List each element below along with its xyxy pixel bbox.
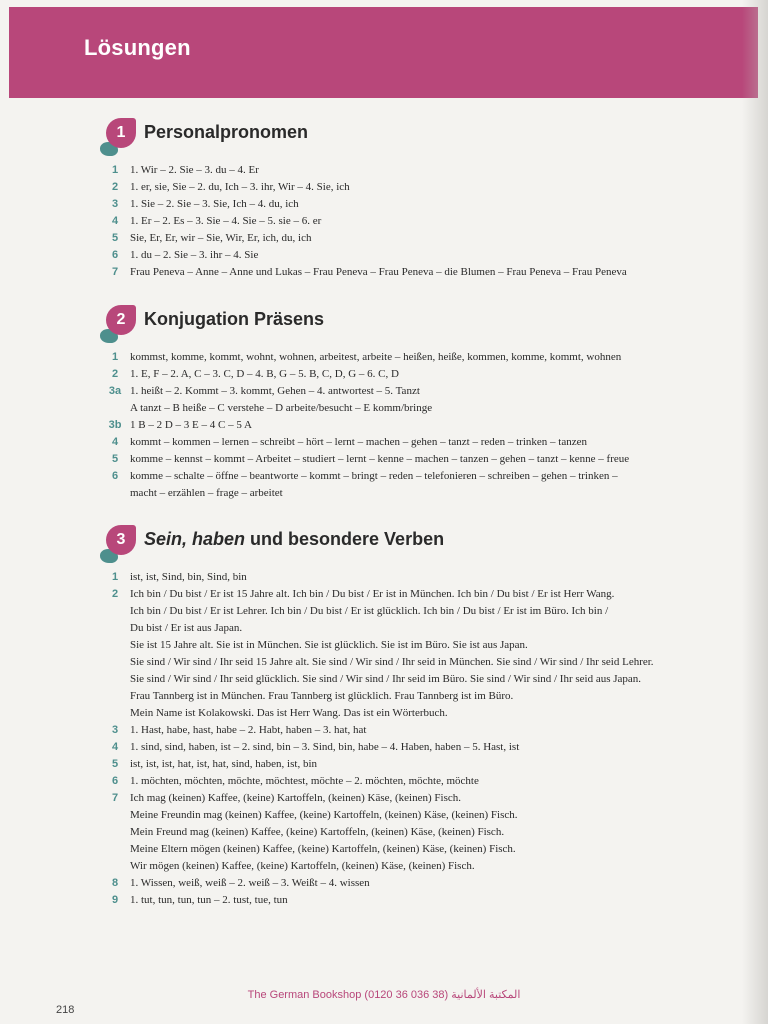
exercise-row — [100, 383, 750, 417]
section-konjugation-praesens — [100, 303, 750, 502]
exercise-number: 3 — [111, 724, 119, 736]
page-edge-shadow — [742, 0, 768, 1024]
exercise-list — [100, 569, 750, 909]
section-heading — [100, 523, 750, 565]
section-heading — [100, 116, 750, 158]
exercise-row — [100, 586, 750, 722]
exercise-number: 3 — [111, 198, 119, 210]
exercise-row — [100, 162, 750, 179]
answer-line: kommt – kommen – lernen – schreibt – hört – lernt – machen – gehen – tanzt – reden – trinken – tanzen — [130, 436, 587, 448]
answer-line: Sie, Er, Er, wir – Sie, Wir, Er, ich, du, ich — [130, 232, 312, 244]
answer-line: 1. du – 2. Sie – 3. ihr – 4. Sie — [130, 249, 259, 261]
exercise-answer — [130, 434, 587, 451]
exercise-number: 5 — [111, 453, 119, 465]
exercise-answer — [130, 569, 247, 586]
exercise-number: 4 — [111, 215, 119, 227]
exercise-number: 6 — [111, 249, 119, 261]
exercise-answer — [130, 264, 627, 281]
exercise-row — [100, 468, 750, 502]
exercise-number: 6 — [111, 470, 119, 482]
answer-line: macht – erzählen – frage – arbeitet — [130, 487, 283, 499]
exercise-row — [100, 722, 750, 739]
answer-line: A tanzt – B heiße – C verstehe – D arbeite/besucht – E komm/bringe — [130, 402, 433, 414]
exercise-list — [100, 349, 750, 502]
answer-line: Meine Freundin mag (keinen) Kaffee, (keine) Kartoffeln, (keinen) Käse, (keinen) Fisch. — [130, 809, 518, 821]
section-number-badge: 1 — [106, 118, 136, 148]
answer-line: Sie sind / Wir sind / Ihr seid 15 Jahre alt. Sie sind / Wir sind / Ihr seid in München. Sie sind / Wir sind / Ihr seid Lehrer. — [130, 656, 654, 668]
answer-line: 1. Wir – 2. Sie – 3. du – 4. Er — [130, 164, 259, 176]
answer-line: Wir mögen (keinen) Kaffee, (keine) Kartoffeln, (keinen) Käse, (keinen) Fisch. — [130, 860, 475, 872]
footer-bookshop: The German Bookshop (0120 36 036 38) المكتبة الألمانية — [247, 989, 521, 1001]
answer-line: 1. Er – 2. Es – 3. Sie – 4. Sie – 5. sie – 6. er — [130, 215, 322, 227]
answer-line: Ich mag (keinen) Kaffee, (keine) Kartoffeln, (keinen) Käse, (keinen) Fisch. — [130, 792, 461, 804]
exercise-number: 9 — [111, 894, 119, 906]
exercise-number: 5 — [111, 232, 119, 244]
answer-line: ist, ist, ist, hat, ist, hat, sind, haben, ist, bin — [130, 758, 317, 770]
exercise-row — [100, 366, 750, 383]
section-number-badge: 3 — [106, 525, 136, 555]
exercise-answer — [130, 349, 621, 366]
exercise-list — [100, 162, 750, 281]
exercise-number: 1 — [111, 351, 119, 363]
exercise-answer — [130, 773, 479, 790]
exercise-row — [100, 264, 750, 281]
section-title — [144, 529, 444, 550]
exercise-number: 2 — [111, 368, 119, 380]
exercise-row — [100, 773, 750, 790]
answer-line: 1. heißt – 2. Kommt – 3. kommt, Gehen – 4. antwortest – 5. Tanzt — [130, 385, 420, 397]
exercise-answer — [130, 417, 252, 434]
answer-line: 1. tut, tun, tun, tun – 2. tust, tue, tun — [130, 894, 288, 906]
section-heading — [100, 303, 750, 345]
exercise-answer — [130, 213, 321, 230]
exercise-number: 2 — [111, 588, 119, 600]
exercise-row — [100, 179, 750, 196]
answer-line: 1. Hast, habe, hast, habe – 2. Habt, haben – 3. hat, hat — [130, 724, 367, 736]
exercise-answer — [130, 366, 399, 383]
exercise-number: 3a — [108, 385, 122, 397]
exercise-answer — [130, 179, 350, 196]
answer-line: 1. möchten, möchten, möchte, möchtest, möchte – 2. möchten, möchte, möchte — [130, 775, 479, 787]
exercise-number: 4 — [111, 436, 119, 448]
answer-line: 1. er, sie, Sie – 2. du, Ich – 3. ihr, Wir – 4. Sie, ich — [130, 181, 350, 193]
answer-line: komme – schalte – öffne – beantworte – kommt – bringt – reden – telefonieren – schreiben – gehen – trinken – — [130, 470, 618, 482]
section-title-italic: Sein, haben — [144, 529, 246, 549]
exercise-number: 7 — [111, 792, 119, 804]
answer-line: 1 B – 2 D – 3 E – 4 C – 5 A — [130, 419, 252, 431]
exercise-number: 6 — [111, 775, 119, 787]
exercise-answer — [130, 230, 312, 247]
exercise-answer — [130, 892, 288, 909]
exercise-row — [100, 875, 750, 892]
exercise-row — [100, 434, 750, 451]
answer-line: Mein Freund mag (keinen) Kaffee, (keine) Kartoffeln, (keinen) Käse, (keinen) Fisch. — [130, 826, 505, 838]
exercise-answer — [130, 468, 618, 502]
answer-line: Sie sind / Wir sind / Ihr seid glücklich. Sie sind / Wir sind / Ihr seid im Büro. Sie sind / Wir sind / Ihr seid aus Japan. — [130, 673, 642, 685]
exercise-number: 2 — [111, 181, 119, 193]
exercise-number: 8 — [111, 877, 119, 889]
exercise-number: 1 — [111, 164, 119, 176]
exercise-answer — [130, 162, 259, 179]
answer-line: komme – kennst – kommt – Arbeitet – studiert – lernt – kenne – machen – tanzen – gehen – tanzt – kenne – freue — [130, 453, 630, 465]
answer-line: 1. sind, sind, haben, ist – 2. sind, bin – 3. Sind, bin, habe – 4. Haben, haben – 5. Hast, ist — [130, 741, 520, 753]
section-number-badge: 2 — [106, 305, 136, 335]
exercise-row — [100, 349, 750, 366]
exercise-answer — [130, 739, 519, 756]
section-sein-haben — [100, 523, 750, 909]
answer-line: 1. Wissen, weiß, weiß – 2. weiß – 3. Weißt – 4. wissen — [130, 877, 370, 889]
answer-line: Du bist / Er ist aus Japan. — [130, 622, 243, 634]
exercise-row — [100, 892, 750, 909]
exercise-number: 3b — [108, 419, 122, 431]
exercise-answer — [130, 756, 317, 773]
answer-line: Frau Peneva – Anne – Anne und Lukas – Frau Peneva – Frau Peneva – die Blumen – Frau Peneva – Frau Peneva — [130, 266, 627, 278]
exercise-row — [100, 569, 750, 586]
answer-line: Frau Tannberg ist in München. Frau Tannberg ist glücklich. Frau Tannberg ist im Büro. — [130, 690, 514, 702]
exercise-row — [100, 247, 750, 264]
answer-line: Meine Eltern mögen (keinen) Kaffee, (keine) Kartoffeln, (keinen) Käse, (keinen) Fisch. — [130, 843, 516, 855]
exercise-answer — [130, 790, 518, 875]
exercise-row — [100, 756, 750, 773]
answer-line: Ich bin / Du bist / Er ist 15 Jahre alt. Ich bin / Du bist / Er ist in München. Ich bin / Du bist / Er ist Herr Wang. — [130, 588, 615, 600]
section-personalpronomen — [100, 116, 750, 281]
answer-line: 1. Sie – 2. Sie – 3. Sie, Ich – 4. du, ich — [130, 198, 299, 210]
exercise-answer — [130, 875, 370, 892]
answer-line: Mein Name ist Kolakowski. Das ist Herr Wang. Das ist ein Wörterbuch. — [130, 707, 448, 719]
page-header-banner — [9, 7, 758, 98]
exercise-number: 1 — [111, 571, 119, 583]
answer-line: Sie ist 15 Jahre alt. Sie ist in München. Sie ist glücklich. Sie ist im Büro. Sie ist aus Japan. — [130, 639, 528, 651]
exercise-answer — [130, 247, 258, 264]
answer-line: ist, ist, Sind, bin, Sind, bin — [130, 571, 247, 583]
exercise-row — [100, 196, 750, 213]
exercise-answer — [130, 383, 432, 417]
exercise-row — [100, 417, 750, 434]
exercise-row — [100, 790, 750, 875]
answer-line: Ich bin / Du bist / Er ist Lehrer. Ich bin / Du bist / Er ist glücklich. Ich bin / Du bist / Er ist im Büro. Ich bin / — [130, 605, 609, 617]
exercise-answer — [130, 451, 629, 468]
exercise-number: 4 — [111, 741, 119, 753]
exercise-answer — [130, 196, 299, 213]
answer-line: kommst, komme, kommt, wohnt, wohnen, arbeitest, arbeite – heißen, heiße, kommen, komme, kommt, wohnen — [130, 351, 622, 363]
section-title: Personalpronomen — [144, 122, 309, 142]
answer-line: 1. E, F – 2. A, C – 3. C, D – 4. B, G – 5. B, C, D, G – 6. C, D — [130, 368, 399, 380]
exercise-row — [100, 230, 750, 247]
exercise-answer — [130, 722, 366, 739]
section-title-rest: und besondere Verben — [245, 529, 445, 549]
page-title: Lösungen — [84, 35, 191, 60]
exercise-answer — [130, 586, 654, 722]
exercise-number: 5 — [111, 758, 119, 770]
exercise-row — [100, 739, 750, 756]
section-title: Konjugation Präsens — [144, 309, 325, 329]
page-number: 218 — [56, 1004, 75, 1016]
exercise-row — [100, 213, 750, 230]
exercise-row — [100, 451, 750, 468]
exercise-number: 7 — [111, 266, 119, 278]
